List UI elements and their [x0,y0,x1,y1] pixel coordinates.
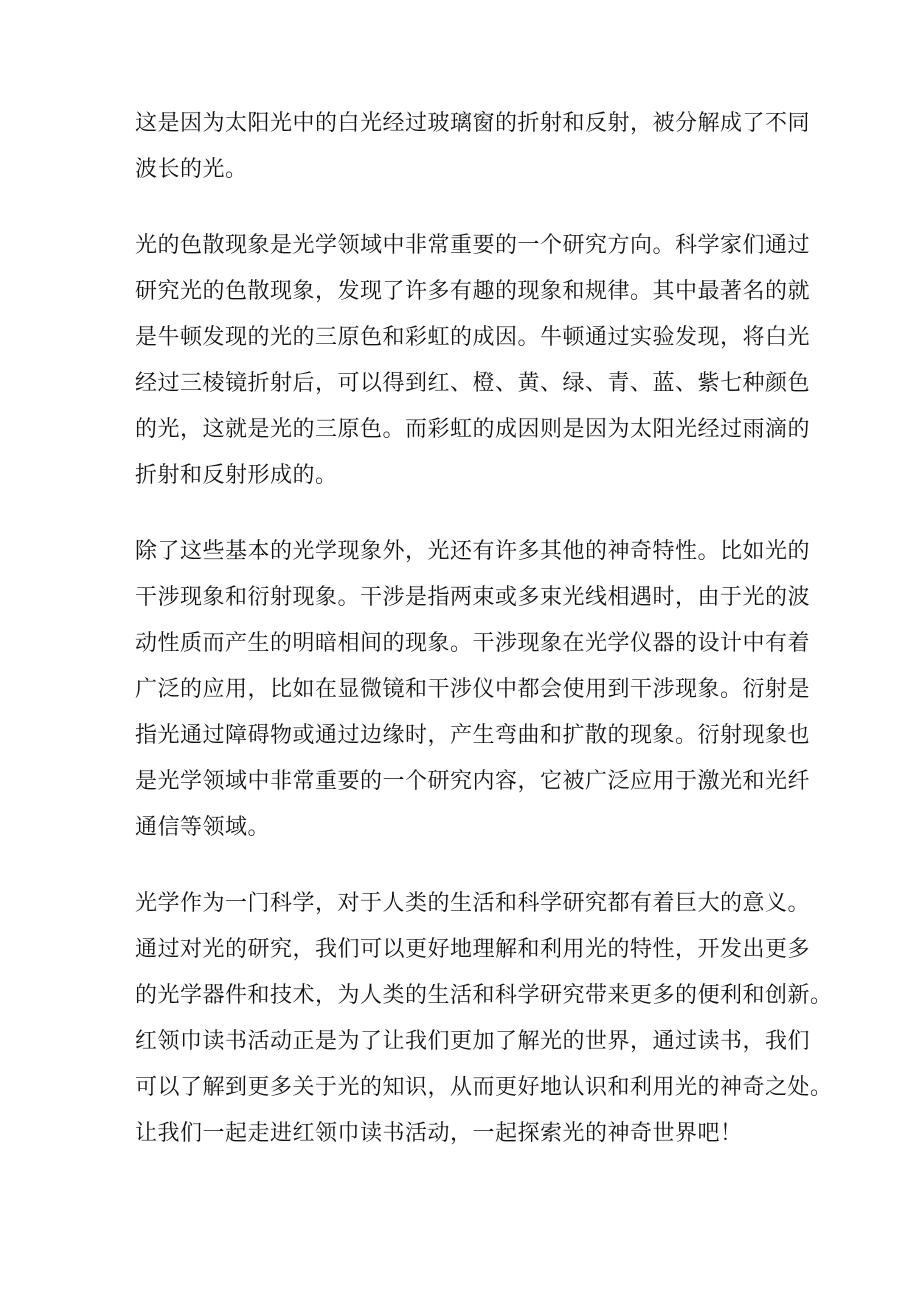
text-line: 的光，这就是光的三原色。而彩虹的成因则是因为太阳光经过雨滴的 [135,417,811,442]
text-line: 通过对光的研究，我们可以更好地理解和利用光的特性，开发出更多 [135,937,811,962]
text-line: 研究光的色散现象，发现了许多有趣的现象和规律。其中最著名的就 [135,279,811,304]
paragraph-gap [135,193,800,223]
text-line: 是牛顿发现的光的三原色和彩虹的成因。牛顿通过实验发现，将白光 [135,325,811,350]
text-line: 广泛的应用，比如在显微镜和干涉仪中都会使用到干涉现象。衍射是 [135,677,811,702]
text-line: 波长的光。 [135,157,248,182]
text-line: 折射和反射形成的。 [135,463,338,488]
paragraph-2 [135,223,811,499]
text-line: 的光学器件和技术，为人类的生活和科学研究带来更多的便利和创新。 [135,983,833,1008]
text-line: 是光学领域中非常重要的一个研究内容，它被广泛应用于激光和光纤 [135,769,811,794]
text-line: 红领巾读书活动正是为了让我们更加了解光的世界，通过读书，我们 [135,1029,811,1054]
paragraph-gap [135,499,800,529]
text-line: 让我们一起走进红领巾读书活动，一起探索光的神奇世界吧！ [135,1121,743,1146]
text-line: 指光通过障碍物或通过边缘时，产生弯曲和扩散的现象。衍射现象也 [135,723,811,748]
paragraph-gap [135,851,800,881]
paragraph-3 [135,529,811,851]
text-line: 光的色散现象是光学领域中非常重要的一个研究方向。科学家们通过 [135,233,811,258]
text-line: 通信等领域。 [135,815,271,840]
text-line: 动性质而产生的明暗相间的现象。干涉现象在光学仪器的设计中有着 [135,631,811,656]
text-line: 这是因为太阳光中的白光经过玻璃窗的折射和反射，被分解成了不同 [135,111,811,136]
text-line: 除了这些基本的光学现象外，光还有许多其他的神奇特性。比如光的 [135,539,811,564]
paragraph-4 [135,881,833,1157]
text-line: 经过三棱镜折射后，可以得到红、橙、黄、绿、青、蓝、紫七种颜色 [135,371,811,396]
text-line: 干涉现象和衍射现象。干涉是指两束或多束光线相遇时，由于光的波 [135,585,811,610]
text-line: 光学作为一门科学，对于人类的生活和科学研究都有着巨大的意义。 [135,891,811,916]
document-body [135,101,833,1157]
text-line: 可以了解到更多关于光的知识，从而更好地认识和利用光的神奇之处。 [135,1075,833,1100]
paragraph-1 [135,101,811,193]
